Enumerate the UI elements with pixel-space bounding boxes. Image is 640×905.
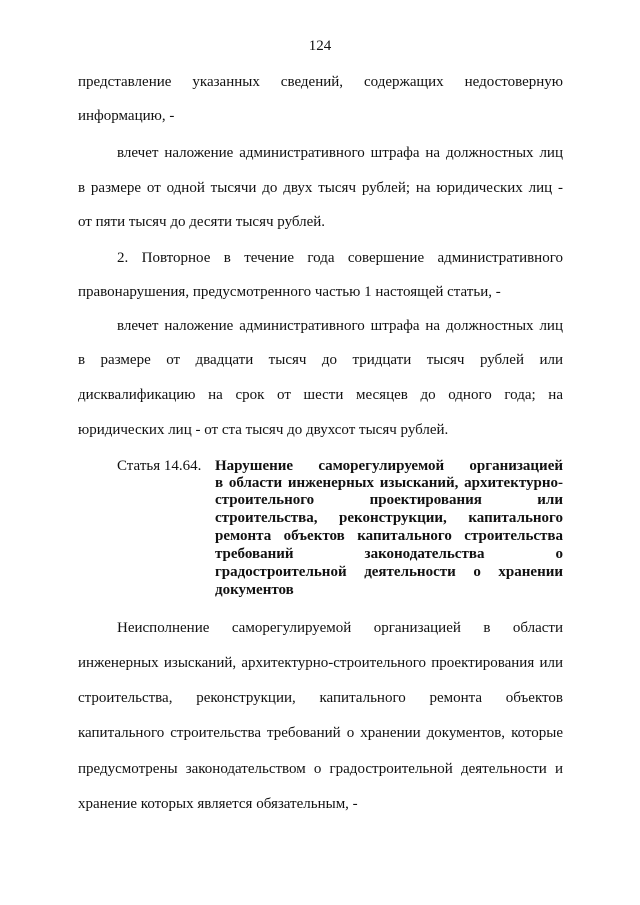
page-number: 124 [308,38,332,54]
paragraph-line: влечет наложение административного штрафа на должностных лиц [117,145,563,161]
body-line: строительства, реконструкции, капитального ремонта объектов [78,690,563,706]
paragraph-line: информацию, - [78,108,175,124]
article-title-line: документов [215,582,294,598]
article-title-line: градостроительной деятельности о хранении [215,564,563,580]
paragraph-line: представление указанных сведений, содержащих недостоверную [78,74,563,90]
paragraph-line: влечет наложение административного штрафа на должностных лиц [117,318,563,334]
article-title-line: Нарушение саморегулируемой организацией [215,458,563,474]
body-line: Неисполнение саморегулируемой организацией в области [117,620,563,636]
paragraph-line: правонарушения, предусмотренного частью 1 настоящей статьи, - [78,284,501,300]
paragraph-line: дисквалификацию на срок от шести месяцев до одного года; на [78,387,563,403]
article-title-line: строительного проектирования или [215,492,563,508]
article-title-line: требований законодательства о [215,546,563,562]
paragraph-line: в размере от одной тысячи до двух тысяч рублей; на юридических лиц - [78,180,563,196]
body-line: хранение которых является обязательным, - [78,796,358,812]
article-label: Статья 14.64. [117,458,202,474]
body-line: капитального строительства требований о хранении документов, которые [78,725,563,741]
article-title-line: строительства, реконструкции, капитального [215,510,563,526]
body-line: предусмотрены законодательством о градостроительной деятельности и [78,761,563,777]
paragraph-line: от пяти тысяч до десяти тысяч рублей. [78,214,326,230]
paragraph-line: юридических лиц - от ста тысяч до двухсот тысяч рублей. [78,422,449,438]
article-title-line: ремонта объектов капитального строительства [215,528,563,544]
paragraph-line: в размере от двадцати тысяч до тридцати тысяч рублей или [78,352,563,368]
paragraph-line: 2. Повторное в течение года совершение административного [117,250,563,266]
article-title-line: в области инженерных изысканий, архитектурно- [215,475,563,491]
body-line: инженерных изысканий, архитектурно-строительного проектирования или [78,655,563,671]
